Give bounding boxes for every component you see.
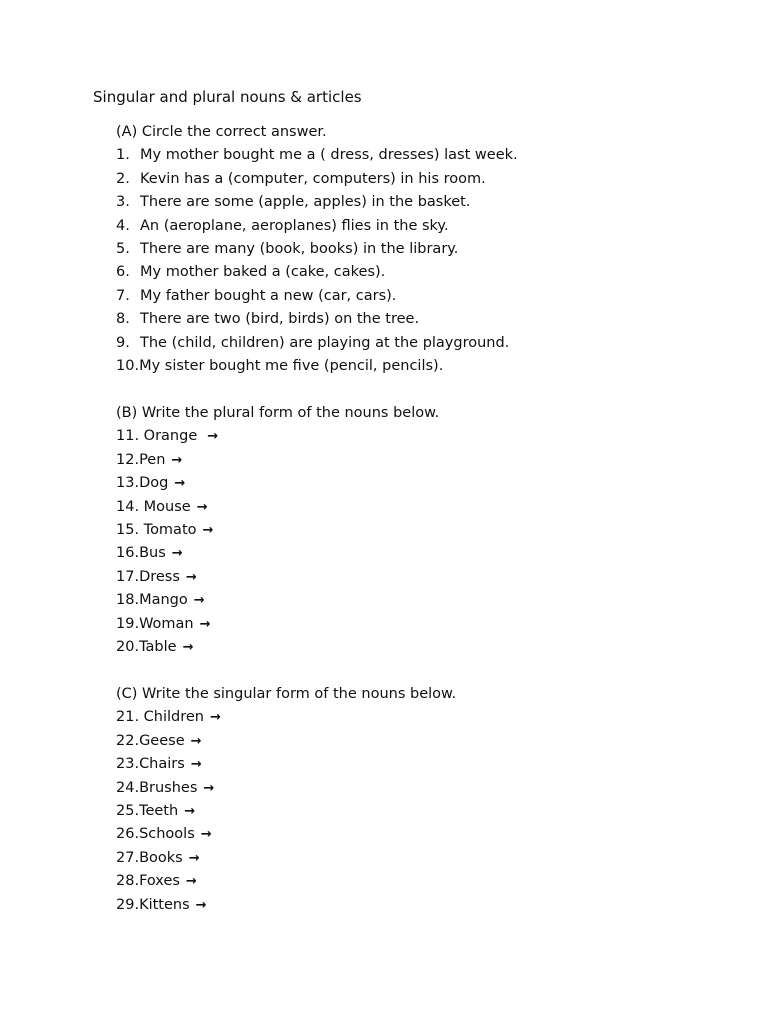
item-text: Tomato [143, 521, 197, 538]
list-item [116, 308, 736, 331]
list-item [116, 777, 736, 800]
arrow-right-icon: → [185, 569, 197, 585]
item-text: My father bought a new (car, cars). [140, 287, 397, 304]
list-item [116, 144, 736, 167]
item-number: 26. [116, 826, 140, 843]
item-number: 27. [116, 849, 140, 866]
list-item [116, 823, 736, 846]
list-item [116, 542, 736, 565]
list-item [116, 472, 736, 495]
section-c [116, 683, 736, 917]
item-text: Table [139, 638, 177, 655]
item-number: 1. [116, 147, 130, 164]
arrow-right-icon: → [193, 593, 205, 609]
list-item [116, 449, 736, 472]
list-item [116, 355, 736, 378]
section-b-heading: (B) Write the plural form of the nouns below. [116, 405, 440, 421]
item-text: Mango [139, 592, 188, 609]
list-item [116, 425, 736, 448]
arrow-right-icon: → [171, 452, 183, 468]
list-item [116, 168, 736, 191]
item-number: 21. [116, 709, 140, 726]
list-item [116, 589, 736, 612]
item-text: Woman [139, 615, 194, 632]
item-text: Pen [139, 451, 166, 468]
arrow-right-icon: → [174, 476, 186, 492]
arrow-right-icon: → [190, 757, 202, 773]
list-item [116, 753, 736, 776]
item-text: Teeth [139, 802, 179, 819]
item-text: Bus [139, 545, 166, 562]
arrow-right-icon: → [190, 733, 202, 749]
list-item [116, 285, 736, 308]
item-number: 11. [116, 428, 140, 445]
list-item [116, 730, 736, 753]
item-text: Chairs [139, 756, 185, 773]
item-text: My mother bought me a ( dress, dresses) last week. [140, 147, 518, 164]
item-number: 29. [116, 896, 140, 913]
arrow-right-icon: → [210, 710, 221, 726]
item-number: 12. [116, 451, 140, 468]
item-text: My mother baked a (cake, cakes). [140, 264, 386, 281]
item-text: Dog [139, 475, 169, 492]
item-text: Foxes [139, 873, 180, 890]
item-number: 10. [116, 357, 140, 374]
section-a [116, 121, 736, 378]
item-text: Mouse [143, 498, 191, 515]
section-b [116, 402, 736, 659]
page-title: Singular and plural nouns & articles [93, 88, 362, 106]
item-text: Orange [143, 428, 198, 445]
list-item [116, 332, 736, 355]
item-number: 18. [116, 592, 140, 609]
item-number: 15. [116, 521, 140, 538]
arrow-right-icon: → [195, 897, 207, 913]
item-number: 14. [116, 498, 140, 515]
item-text: There are two (bird, birds) on the tree. [140, 311, 420, 328]
item-number: 17. [116, 568, 140, 585]
item-number: 16. [116, 545, 140, 562]
section-c-heading: (C) Write the singular form of the nouns below. [116, 686, 457, 702]
item-number: 7. [116, 287, 130, 304]
item-text: My sister bought me five (pencil, pencils). [139, 357, 444, 374]
item-text: Children [143, 709, 205, 726]
list-item [116, 191, 736, 214]
arrow-right-icon: → [171, 546, 183, 562]
item-number: 8. [116, 311, 130, 328]
item-text: Books [139, 849, 183, 866]
item-number: 23. [116, 756, 140, 773]
arrow-right-icon: → [188, 850, 200, 866]
arrow-right-icon: → [200, 827, 212, 843]
arrow-right-icon: → [199, 616, 211, 632]
arrow-right-icon: → [207, 429, 219, 445]
arrow-right-icon: → [184, 803, 196, 819]
item-text: There are many (book, books) in the library. [140, 240, 459, 257]
item-number: 22. [116, 732, 140, 749]
arrow-right-icon: → [185, 874, 197, 890]
list-item [116, 636, 736, 659]
list-item [116, 238, 736, 261]
list-item [116, 215, 736, 238]
arrow-right-icon: → [202, 522, 214, 538]
item-text: Kevin has a (computer, computers) in his room. [140, 170, 486, 187]
list-item [116, 566, 736, 589]
list-item [116, 894, 736, 917]
item-number: 3. [116, 194, 130, 211]
item-number: 19. [116, 615, 140, 632]
item-number: 25. [116, 802, 140, 819]
list-item [116, 800, 736, 823]
list-item [116, 847, 736, 870]
arrow-right-icon: → [203, 780, 215, 796]
item-number: 2. [116, 170, 130, 187]
list-item [116, 613, 736, 636]
list-item [116, 496, 736, 519]
item-text: Dress [139, 568, 180, 585]
item-number: 9. [116, 334, 130, 351]
item-text: Kittens [139, 896, 190, 913]
item-text: Brushes [139, 779, 198, 796]
item-number: 6. [116, 264, 130, 281]
item-text: Schools [139, 826, 195, 843]
item-number: 4. [116, 217, 130, 234]
list-item [116, 706, 736, 729]
item-text: Geese [139, 732, 185, 749]
list-item [116, 870, 736, 893]
item-text: The (child, children) are playing at the playground. [140, 334, 510, 351]
item-number: 20. [116, 638, 140, 655]
item-number: 5. [116, 240, 130, 257]
arrow-right-icon: → [182, 639, 194, 655]
list-item [116, 519, 736, 542]
item-number: 28. [116, 873, 140, 890]
item-number: 13. [116, 475, 140, 492]
section-a-heading: (A) Circle the correct answer. [116, 124, 327, 140]
arrow-right-icon: → [196, 499, 208, 515]
item-text: An (aeroplane, aeroplanes) flies in the sky. [140, 217, 449, 234]
item-text: There are some (apple, apples) in the basket. [140, 194, 471, 211]
item-number: 24. [116, 779, 140, 796]
list-item [116, 261, 736, 284]
